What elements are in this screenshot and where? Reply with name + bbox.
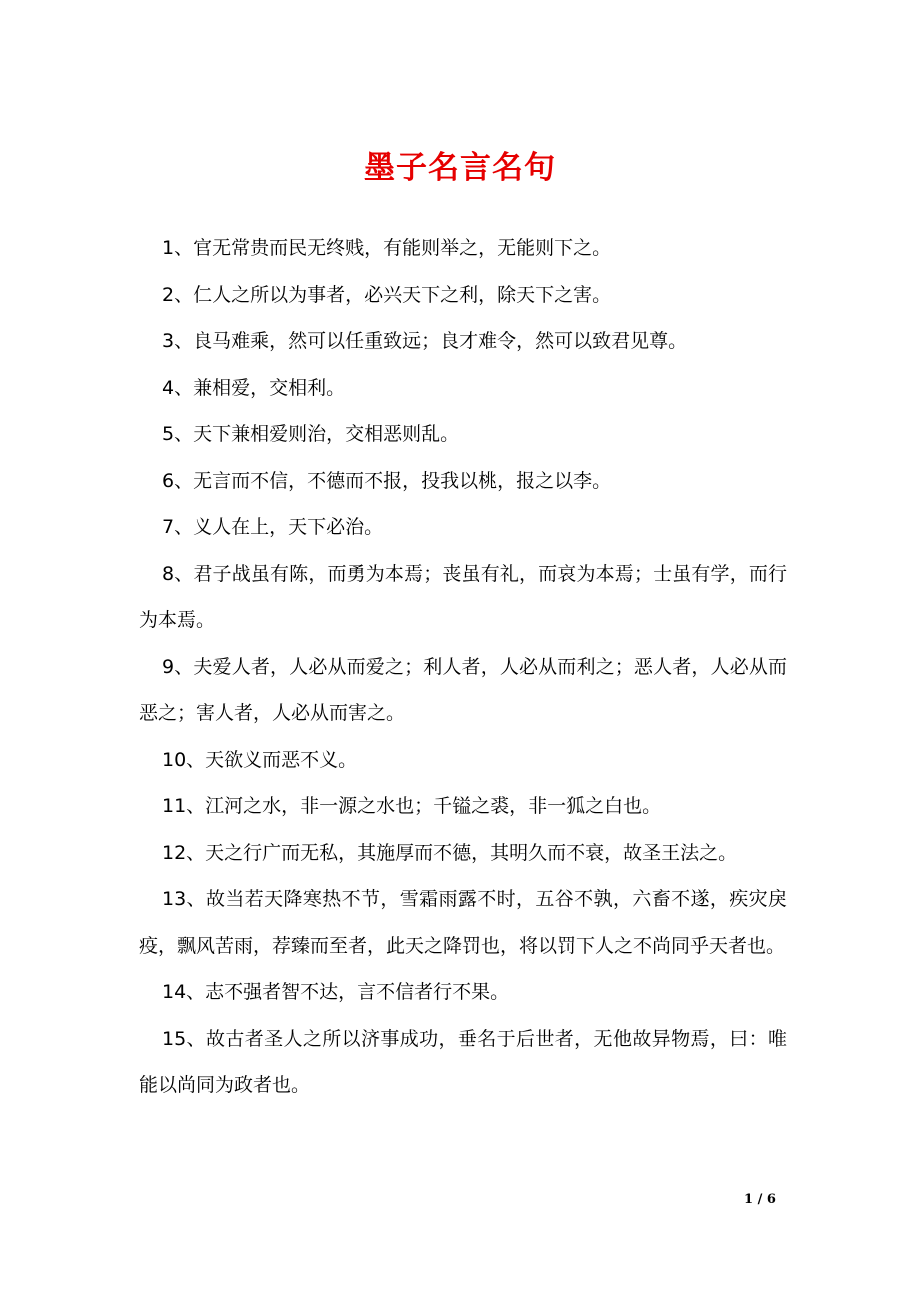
- quote-item: 12、天之行广而无私，其施厚而不德，其明久而不衰，故圣王法之。: [162, 841, 738, 864]
- quote-item: 14、志不强者智不达，言不信者行不果。: [162, 981, 510, 1003]
- quote-item: 3、良马难乘，然可以任重致远；良才难令，然可以致君见尊。: [162, 330, 688, 352]
- quote-item: 15、故古者圣人之所以济事成功，垂名于后世者，无他故异物焉，曰：唯能以尚同为政者也。: [139, 1027, 787, 1096]
- page-title: 墨子名言名句: [364, 150, 556, 186]
- quote-item: 11、江河之水，非一源之水也；千镒之裘，非一狐之白也。: [162, 795, 662, 817]
- quote-item: 13、故当若天降寒热不节，雪霜雨露不时，五谷不孰，六畜不遂，疾灾戾疫，飘风苦雨，荐臻而至者，此天之降罚也，将以罚下人之不尚同乎天者也。: [139, 888, 787, 957]
- quote-list: [139, 225, 787, 1109]
- quote-item: 2、仁人之所以为事者，必兴天下之利，除天下之害。: [162, 283, 612, 306]
- quote-item: 7、义人在上，天下必治。: [162, 516, 384, 538]
- quote-item: 4、兼相爱，交相利。: [162, 376, 346, 399]
- quote-item: 8、君子战虽有陈，而勇为本焉；丧虽有礼，而哀为本焉；士虽有学，而行为本焉。: [139, 562, 787, 631]
- quote-item: 1、官无常贵而民无终贱，有能则举之，无能则下之。: [162, 237, 612, 259]
- page-number: 1 / 6: [744, 1192, 776, 1207]
- quote-item: 9、夫爱人者，人必从而爱之；利人者，人必从而利之；恶人者，人必从而恶之；害人者，人必从而害之。: [139, 655, 787, 724]
- quote-item: 6、无言而不信，不德而不报，投我以桃，报之以李。: [162, 469, 612, 492]
- quote-item: 10、天欲义而恶不义。: [162, 748, 358, 771]
- quote-item: 5、天下兼相爱则治，交相恶则乱。: [162, 423, 460, 445]
